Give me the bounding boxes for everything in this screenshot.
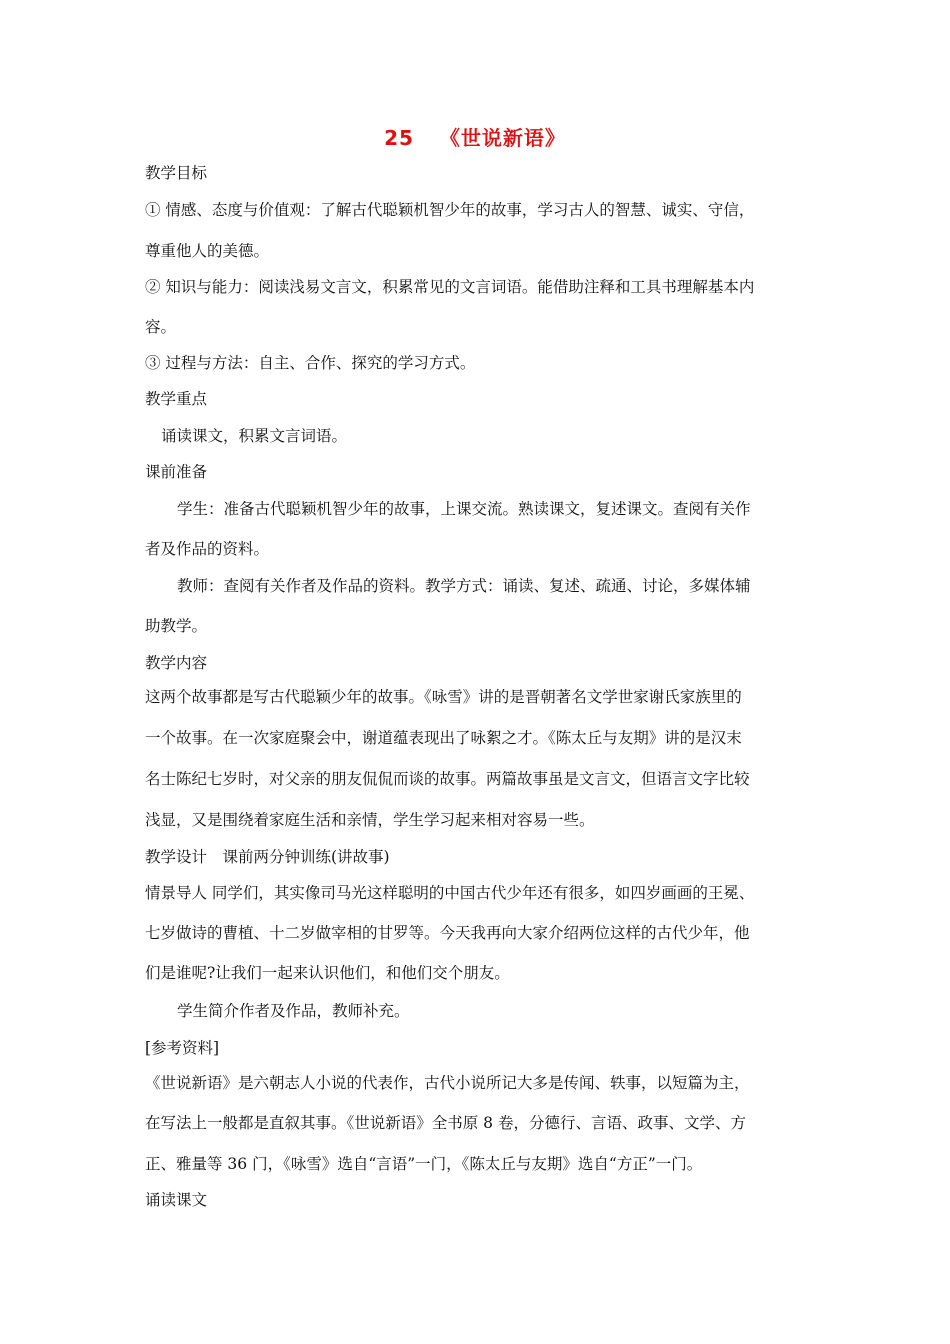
body-line: 教师：查阅有关作者及作品的资料。教学方式：诵读、复述、疏通、讨论，多媒体辅 (177, 577, 751, 595)
body-line: ② 知识与能力：阅读浅易文言文，积累常见的文言词语。能借助注释和工具书理解基本内 (145, 278, 755, 296)
section-heading-objectives: 教学目标 (145, 164, 208, 182)
body-line: 助教学。 (145, 617, 208, 635)
section-heading-key-points: 教学重点 (145, 390, 208, 408)
lesson-title: 《世说新语》 (439, 126, 566, 150)
section-heading-content: 教学内容 (145, 654, 208, 672)
section-heading-reading: 诵读课文 (145, 1191, 208, 1209)
document-title (0, 122, 950, 151)
section-heading-preparation: 课前准备 (145, 463, 208, 481)
section-heading-references: [参考资料] (145, 1039, 220, 1057)
body-line: 情景导人 同学们，其实像司马光这样聪明的中国古代少年还有很多，如四岁画画的王冕、 (145, 884, 755, 902)
body-line: ③ 过程与方法：自主、合作、探究的学习方式。 (145, 354, 476, 372)
body-line: 这两个故事都是写古代聪颖少年的故事。《咏雪》讲的是晋朝著名文学世家谢氏家族里的 (145, 688, 742, 706)
body-line: 正、雅量等 36 门，《咏雪》选自“言语”一门，《陈太丘与友期》选自“方正”一门。 (145, 1155, 703, 1173)
body-line: 诵读课文，积累文言词语。 (161, 427, 348, 445)
section-heading-design: 教学设计 课前两分钟训练(讲故事) (145, 848, 390, 866)
body-line: 学生简介作者及作品，教师补充。 (177, 1002, 410, 1020)
body-line: 浅显，又是围绕着家庭生活和亲情，学生学习起来相对容易一些。 (145, 811, 595, 829)
body-line: 七岁做诗的曹植、十二岁做宰相的甘罗等。今天我再向大家介绍两位这样的古代少年，他 (145, 924, 750, 942)
body-line: 名士陈纪七岁时，对父亲的朋友侃侃而谈的故事。两篇故事虽是文言文，但语言文字比较 (145, 770, 750, 788)
body-line: 一个故事。在一次家庭聚会中，谢道蕴表现出了咏絮之才。《陈太丘与友期》讲的是汉末 (145, 729, 742, 747)
body-line: 《世说新语》是六朝志人小说的代表作，古代小说所记大多是传闻、轶事，以短篇为主， (145, 1074, 750, 1092)
body-line: 在写法上一般都是直叙其事。《世说新语》全书原 8 卷，分德行、言语、政事、文学、方 (145, 1114, 746, 1132)
body-line: 学生：准备古代聪颖机智少年的故事，上课交流。熟读课文，复述课文。查阅有关作 (177, 500, 751, 518)
body-line: 容。 (145, 318, 177, 336)
body-line: 者及作品的资料。 (145, 540, 270, 558)
body-line: 尊重他人的美德。 (145, 242, 270, 260)
lesson-number: 25 (384, 126, 414, 150)
body-line: 们是谁呢?让我们一起来认识他们，和他们交个朋友。 (145, 964, 510, 982)
body-line: ① 情感、态度与价值观：了解古代聪颖机智少年的故事，学习古人的智慧、诚实、守信， (145, 201, 755, 219)
